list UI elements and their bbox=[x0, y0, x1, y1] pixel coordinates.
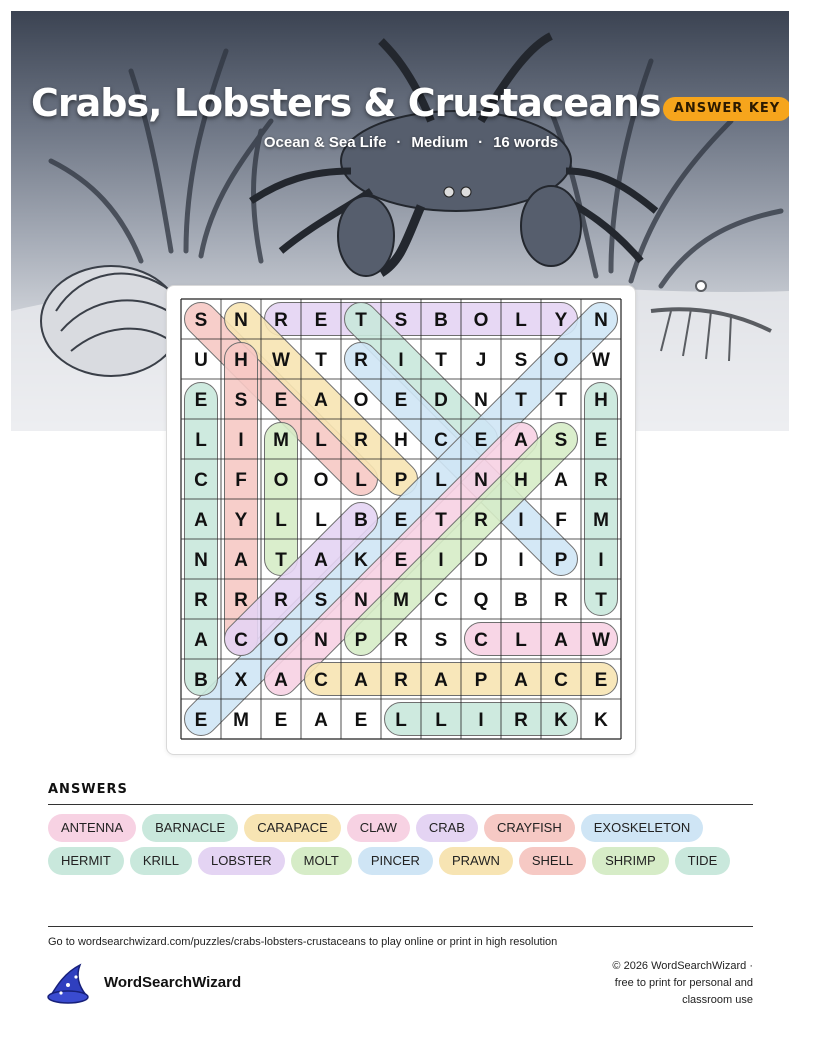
separator: · bbox=[396, 134, 402, 151]
grid-letter: L bbox=[195, 430, 207, 451]
grid-letter: M bbox=[593, 510, 609, 531]
copyright-line: © 2026 WordSearchWizard · bbox=[612, 960, 753, 972]
grid-letter: T bbox=[435, 510, 447, 531]
grid-letter: F bbox=[555, 510, 567, 531]
grid-letter: L bbox=[515, 310, 527, 331]
answer-chip-crayfish: CRAYFISH bbox=[484, 814, 575, 842]
grid-letter: M bbox=[273, 430, 289, 451]
grid-letter: E bbox=[394, 510, 408, 531]
grid-letter: P bbox=[554, 550, 568, 571]
grid-letter: Q bbox=[473, 590, 489, 611]
answer-chip-barnacle: BARNACLE bbox=[142, 814, 238, 842]
grid-letter: S bbox=[394, 310, 408, 331]
letter-grid bbox=[167, 286, 635, 754]
answer-chip-krill: KRILL bbox=[130, 847, 192, 875]
brand-name: WordSearchWizard bbox=[104, 974, 242, 991]
grid-letter: R bbox=[194, 590, 208, 611]
answer-chip-pincer: PINCER bbox=[358, 847, 433, 875]
grid-letter: T bbox=[355, 310, 367, 331]
grid-letter: T bbox=[595, 590, 607, 611]
grid-letter: C bbox=[474, 630, 488, 651]
grid-letter: L bbox=[435, 470, 447, 491]
grid-letter: C bbox=[434, 590, 448, 611]
grid-letter: B bbox=[514, 590, 528, 611]
divider bbox=[48, 926, 753, 927]
grid-letter: L bbox=[275, 510, 287, 531]
grid-letter: M bbox=[233, 710, 249, 731]
grid-letter: R bbox=[234, 590, 248, 611]
grid-letter: L bbox=[315, 510, 327, 531]
answer-chip-shrimp: SHRIMP bbox=[592, 847, 669, 875]
difficulty-label: Medium bbox=[411, 134, 469, 151]
grid-letter: I bbox=[518, 510, 524, 531]
grid-letter: X bbox=[234, 670, 248, 691]
answer-chip-exoskeleton: EXOSKELETON bbox=[581, 814, 704, 842]
grid-letter: N bbox=[194, 550, 208, 571]
grid-letter: K bbox=[594, 710, 608, 731]
grid-letter: O bbox=[313, 470, 329, 491]
grid-letter: I bbox=[478, 710, 484, 731]
grid-letter: N bbox=[314, 630, 328, 651]
category-label: Ocean & Sea Life bbox=[263, 134, 387, 151]
grid-letter: A bbox=[434, 670, 448, 691]
grid-letter: A bbox=[354, 670, 368, 691]
answer-list bbox=[48, 814, 758, 880]
grid-letter: W bbox=[592, 630, 610, 651]
grid-letter: Y bbox=[234, 510, 248, 531]
grid-letter: N bbox=[474, 390, 488, 411]
grid-letter: T bbox=[515, 390, 527, 411]
puzzle-card bbox=[166, 285, 636, 755]
grid-letter: T bbox=[555, 390, 567, 411]
grid-letter: H bbox=[514, 470, 528, 491]
answer-chip-lobster: LOBSTER bbox=[198, 847, 285, 875]
answers-heading: ANSWERS bbox=[48, 782, 128, 797]
grid-letter: R bbox=[354, 350, 368, 371]
grid-letter: D bbox=[474, 550, 488, 571]
play-online-link[interactable]: Go to wordsearchwizard.com/puzzles/crabs-lobsters-crustaceans to play online or print in high resolution bbox=[48, 936, 558, 948]
grid-letter: O bbox=[273, 470, 289, 491]
grid-letter: C bbox=[554, 670, 568, 691]
grid-letter: A bbox=[514, 670, 528, 691]
grid-letter: C bbox=[434, 430, 448, 451]
grid-letter: R bbox=[394, 630, 408, 651]
grid-letter: H bbox=[594, 390, 608, 411]
grid-letter: E bbox=[274, 390, 288, 411]
answer-chip-tide: TIDE bbox=[675, 847, 731, 875]
grid-letter: O bbox=[273, 630, 289, 651]
grid-letter: K bbox=[354, 550, 368, 571]
grid-letter: R bbox=[554, 590, 568, 611]
grid-letter: S bbox=[514, 350, 528, 371]
answer-chip-antenna: ANTENNA bbox=[48, 814, 136, 842]
grid-letter: E bbox=[594, 670, 608, 691]
grid-letter: E bbox=[394, 390, 408, 411]
grid-letter: R bbox=[394, 670, 408, 691]
separator: · bbox=[478, 134, 484, 151]
grid-letter: E bbox=[274, 710, 288, 731]
grid-letter: P bbox=[394, 470, 408, 491]
divider bbox=[48, 804, 753, 805]
grid-letter: E bbox=[394, 550, 408, 571]
grid-letter: C bbox=[234, 630, 248, 651]
grid-letter: O bbox=[553, 350, 569, 371]
grid-letter: L bbox=[515, 630, 527, 651]
answer-chip-shell: SHELL bbox=[519, 847, 586, 875]
grid-letter: U bbox=[194, 350, 208, 371]
grid-letter: B bbox=[434, 310, 448, 331]
grid-letter: R bbox=[594, 470, 608, 491]
answer-chip-prawn: PRAWN bbox=[439, 847, 513, 875]
grid-letter: I bbox=[518, 550, 524, 571]
grid-letter: T bbox=[435, 350, 447, 371]
grid-letter: A bbox=[194, 630, 208, 651]
grid-letter: L bbox=[435, 710, 447, 731]
grid-letter: E bbox=[354, 710, 368, 731]
answer-chip-carapace: CARAPACE bbox=[244, 814, 341, 842]
grid-letter: A bbox=[234, 550, 248, 571]
grid-letter: P bbox=[354, 630, 368, 651]
grid-letter: A bbox=[314, 710, 328, 731]
grid-letter: R bbox=[474, 510, 488, 531]
grid-letter: O bbox=[473, 310, 489, 331]
grid-letter: T bbox=[275, 550, 287, 571]
grid-letter: P bbox=[474, 670, 488, 691]
grid-letter: C bbox=[194, 470, 208, 491]
answer-key-badge: ANSWER KEY bbox=[663, 97, 789, 121]
grid-letter: A bbox=[314, 390, 328, 411]
grid-letter: I bbox=[438, 550, 444, 571]
grid-letter: L bbox=[395, 710, 407, 731]
grid-letter: N bbox=[474, 470, 488, 491]
grid-letter: I bbox=[238, 430, 244, 451]
grid-letter: R bbox=[354, 430, 368, 451]
grid-letter: E bbox=[314, 310, 328, 331]
grid-letter: H bbox=[394, 430, 408, 451]
grid-letter: R bbox=[274, 310, 288, 331]
copyright-notice bbox=[573, 958, 753, 1009]
grid-letter: A bbox=[274, 670, 288, 691]
grid-letter: J bbox=[475, 350, 487, 371]
grid-letter: K bbox=[554, 710, 568, 731]
grid-letter: A bbox=[194, 510, 208, 531]
grid-letter: A bbox=[514, 430, 528, 451]
wizard-hat-icon bbox=[46, 963, 94, 1005]
grid-letter: I bbox=[398, 350, 404, 371]
grid-letter: S bbox=[234, 390, 248, 411]
copyright-line: free to print for personal and bbox=[614, 977, 753, 989]
answer-chip-claw: CLAW bbox=[347, 814, 410, 842]
grid-letter: L bbox=[355, 470, 367, 491]
grid-letter: E bbox=[194, 390, 208, 411]
grid-letter: W bbox=[592, 350, 610, 371]
puzzle-meta bbox=[11, 134, 789, 151]
grid-letter: R bbox=[514, 710, 528, 731]
grid-letter: R bbox=[274, 590, 288, 611]
grid-letter: A bbox=[554, 470, 568, 491]
grid-letter: T bbox=[315, 350, 327, 371]
answer-chip-crab: CRAB bbox=[416, 814, 478, 842]
grid-letter: F bbox=[235, 470, 247, 491]
grid-letter: W bbox=[272, 350, 290, 371]
grid-letter: N bbox=[594, 310, 608, 331]
grid-letter: C bbox=[314, 670, 328, 691]
copyright-line: classroom use bbox=[682, 994, 753, 1006]
word-count-label: 16 words bbox=[493, 134, 559, 151]
page-title: Crabs, Lobsters & Crustaceans bbox=[31, 81, 661, 125]
grid-letter: S bbox=[314, 590, 328, 611]
grid-letter: H bbox=[234, 350, 248, 371]
grid-letter: O bbox=[353, 390, 369, 411]
grid-letter: I bbox=[598, 550, 604, 571]
grid-letter: A bbox=[314, 550, 328, 571]
grid-letter: E bbox=[194, 710, 208, 731]
grid-letter: M bbox=[393, 590, 409, 611]
grid-letter: D bbox=[434, 390, 448, 411]
answer-chip-hermit: HERMIT bbox=[48, 847, 124, 875]
grid-letter: S bbox=[194, 310, 208, 331]
grid-letter: E bbox=[474, 430, 488, 451]
grid-letter: N bbox=[354, 590, 368, 611]
grid-letter: S bbox=[434, 630, 448, 651]
grid-letter: N bbox=[234, 310, 248, 331]
grid-letter: E bbox=[594, 430, 608, 451]
grid-letter: Y bbox=[554, 310, 568, 331]
answer-chip-molt: MOLT bbox=[291, 847, 352, 875]
grid-letter: B bbox=[194, 670, 208, 691]
grid-letter: B bbox=[354, 510, 368, 531]
grid-letter: A bbox=[554, 630, 568, 651]
grid-letter: L bbox=[315, 430, 327, 451]
grid-letter: S bbox=[554, 430, 568, 451]
